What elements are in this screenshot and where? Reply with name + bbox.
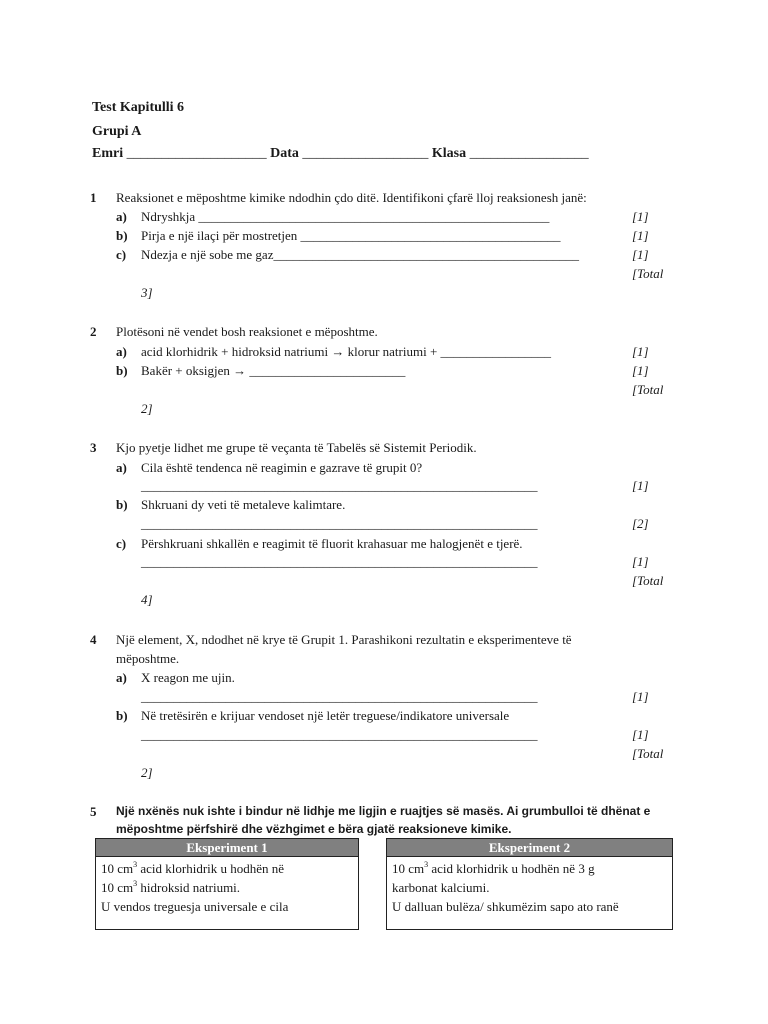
student-info-line xyxy=(92,146,589,162)
part-label: c) xyxy=(116,247,127,262)
test-title: Test Kapitulli 6 xyxy=(92,100,185,115)
group-label: Grupi A xyxy=(92,124,142,139)
question-text: Reaksionet e mëposhtme kimike ndodhin çdo ditë. Identifikoni çfarë lloj reaksionesh janë: xyxy=(116,190,587,205)
answer-line[interactable]: _____________________________________________________________ xyxy=(141,554,538,569)
part-label: a) xyxy=(116,344,127,359)
mark: [1] xyxy=(632,689,649,704)
date-label: Data xyxy=(270,146,299,161)
experiment-2-title: Eksperiment 2 xyxy=(387,839,672,857)
question-number: 1 xyxy=(90,190,97,205)
part-label: b) xyxy=(116,708,128,723)
experiment-1-line-1: 10 $cm^3$ acid klorhidrik u hodhën në xyxy=(101,860,285,876)
date-field[interactable]: __________________ xyxy=(302,146,429,161)
experiment-1-table xyxy=(95,838,359,930)
class-field[interactable]: _________________ xyxy=(469,146,589,161)
experiment-2-line-3: U dalluan bulëza/ shkumëzim sapo ato ranë xyxy=(392,899,619,914)
part-label: a) xyxy=(116,209,127,224)
part-text: Cila është tendenca në reagimin e gazrave të grupit 0? xyxy=(141,460,423,475)
question-number: 3 xyxy=(90,440,97,455)
answer-line[interactable]: _____________________________________________________________ xyxy=(141,727,538,742)
answer-line[interactable]: _____________________________________________________________ xyxy=(141,478,538,493)
experiment-2-table xyxy=(386,838,673,930)
total-mark-value: 2] xyxy=(141,401,153,416)
class-label: Klasa xyxy=(431,146,467,161)
part-label: b) xyxy=(116,497,128,512)
mark: [1] xyxy=(632,554,649,569)
experiment-1-body xyxy=(96,857,358,918)
total-mark: [Total xyxy=(632,746,664,761)
question-text: Kjo pyetje lidhet me grupe të veçanta të Tabelës së Sistemit Periodik. xyxy=(116,440,477,455)
mark: [1] xyxy=(632,228,649,243)
question-text: Një element, X, ndodhet në krye të Grupit 1. Parashikoni rezultatin e eksperimenteve të xyxy=(116,632,572,647)
answer-line[interactable]: _____________________________________________________________ xyxy=(141,516,538,531)
question-number: 4 xyxy=(90,632,97,647)
part-label: b) xyxy=(116,363,128,378)
total-mark: [Total xyxy=(632,382,664,397)
question-text-continued: mëposhtme. xyxy=(116,651,180,666)
experiment-2-body xyxy=(387,857,672,918)
question-number: 2 xyxy=(90,324,97,339)
name-field[interactable]: ____________________ xyxy=(126,146,267,161)
total-mark-value: 3] xyxy=(141,285,153,300)
part-label: b) xyxy=(116,228,128,243)
part-label: a) xyxy=(116,460,127,475)
experiment-1-title: Eksperiment 1 xyxy=(96,839,358,857)
answer-line[interactable]: _____________________________________________________________ xyxy=(141,689,538,704)
mark: [1] xyxy=(632,209,649,224)
part-text: Në tretësirën e krijuar vendoset një letër treguese/indikatore universale xyxy=(141,708,510,723)
total-mark: [Total xyxy=(632,266,664,281)
mark: [1] xyxy=(632,344,649,359)
answer-line[interactable]: Pirja e një ilaçi për mostretjen ________________________________________ xyxy=(141,228,561,243)
question-text-continued: mëposhtme përfshirë dhe vëzhgimet e bëra gjatë reaksioneve kimike. xyxy=(116,822,512,836)
total-mark-value: 4] xyxy=(141,592,153,607)
question-text: Një nxënës nuk ishte i bindur në lidhje me ligjin e ruajtjes së masës. Ai grumbulloi të dhënat e xyxy=(116,804,651,818)
part-label: c) xyxy=(116,536,127,551)
total-mark-value: 2] xyxy=(141,765,153,780)
mark: [2] xyxy=(632,516,649,531)
question-text: Plotësoni në vendet bosh reaksionet e mëposhtme. xyxy=(116,324,378,339)
part-text: Shkruani dy veti të metaleve kalimtare. xyxy=(141,497,346,512)
experiment-1-line-3: U vendos treguesja universale e cila xyxy=(101,899,289,914)
answer-line[interactable]: acid klorhidrik + hidroksid natriumi → klorur natriumi + _________________ xyxy=(141,344,552,359)
mark: [1] xyxy=(632,363,649,378)
part-label: a) xyxy=(116,670,127,685)
total-mark: [Total xyxy=(632,573,664,588)
answer-line[interactable]: Bakër + oksigjen → ________________________ xyxy=(141,363,406,378)
mark: [1] xyxy=(632,478,649,493)
answer-line[interactable]: Ndezja e një sobe me gaz_______________________________________________ xyxy=(141,247,579,262)
question-number: 5 xyxy=(90,804,97,819)
answer-line[interactable]: Ndryshkja ______________________________________________________ xyxy=(141,209,550,224)
experiment-2-line-1: 10 $cm^3$ acid klorhidrik u hodhën në 3 g xyxy=(392,860,595,876)
mark: [1] xyxy=(632,247,649,262)
part-text: X reagon me ujin. xyxy=(141,670,235,685)
mark: [1] xyxy=(632,727,649,742)
experiment-2-line-2: karbonat kalciumi. xyxy=(392,880,490,895)
part-text: Përshkruani shkallën e reagimit të fluorit krahasuar me halogjenët e tjerë. xyxy=(141,536,523,551)
name-label: Emri xyxy=(92,146,124,161)
experiment-1-line-2: 10 $cm^3$ hidroksid natriumi. xyxy=(101,879,241,895)
